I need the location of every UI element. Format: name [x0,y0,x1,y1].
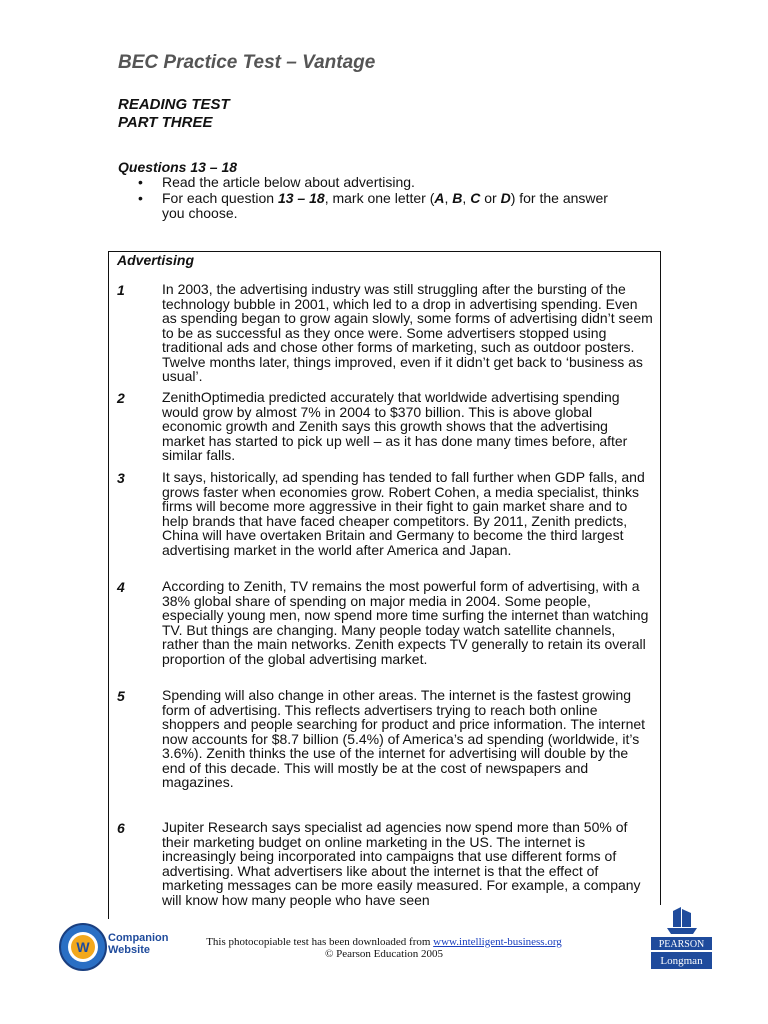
paragraph-text: According to Zenith, TV remains the most powerful form of advertising, with a 38% global share of spending on major media in 2004. Some people, especially young men, now spend more time surfing the internet than watching TV. But things are changing. Many people today watch satellite channels, rather than the main networks. Zenith expects TV generally to retain its overall proportion of the global advertising market. [162,578,649,667]
svg-text:W: W [76,939,90,955]
paragraph-number: 2 [117,390,125,406]
pearson-sub: Longman [660,955,703,967]
paragraph-text: In 2003, the advertising industry was still struggling after the bursting of the technology bubble in 2001, which led to a drop in advertising spending. Even as spending began to grow again slowly, some forms of advertising didn’t seem to be as successful as they once were. Some advertisers stopped using traditional ads and chose other forms of marketing, such as outdoor posters. Twelve months later, things improved, even if it didn’t get back to ‘business as usual’. [162,281,653,384]
questions-heading: Questions 13 – 18 [118,159,238,175]
paragraph-number: 3 [117,470,125,486]
companion-website-label: Companion Website [108,932,169,956]
paragraph-text: ZenithOptimedia predicted accurately that worldwide advertising spending would grow by almost 7% in 2004 to $370 billion. This is above global economic growth and Zenith says this growth shows that the advertising market has started to pick up well – as it has done many times before, after similar falls. [162,389,628,463]
article-title: Advertising [117,252,195,268]
paragraph-number: 5 [117,688,125,704]
paragraph-number: 1 [117,282,125,298]
instruction-item: • For each question 13 – 18, mark one letter (A, B, C or D) for the answer you choose. [134,191,634,221]
paragraph-text: It says, historically, ad spending has tended to fall further when GDP falls, and grows faster when economies grow. Robert Cohen, a media specialist, thinks firms will become more aggressive in their fight to gain market share and to help brands that have faced cheaper competitors. By 2011, Zenith predicts, China will have overtaken Britain and Germany to become the third largest advertising market in the world after America and Japan. [162,469,645,558]
section-title-line2: PART THREE [118,114,213,131]
paragraph-number: 6 [117,820,125,836]
download-link[interactable]: www.intelligent-business.org [433,936,562,948]
section-title-line1: READING TEST [118,96,230,113]
article-box [108,251,661,919]
paragraph-text: Jupiter Research says specialist ad agencies now spend more than 50% of their marketing budget on online marketing in the US. The internet is increasingly being incorporated into campaigns that use different forms of advertising. What advertisers like about the internet is that the effect of marketing messages can be more easily measured. For example, a company will know how many people who have seen [162,819,641,908]
footer-line1: This photocopiable test has been downloaded from www.intelligent-business.org [206,936,562,948]
instruction-item: • Read the article below about advertising. [134,175,634,190]
pearson-name: PEARSON [658,939,705,950]
paragraph-text: Spending will also change in other areas. The internet is the fastest growing form of advertising. This reflects advertisers trying to reach both online shoppers and people searching for product and price information. The internet now accounts for $8.7 billion (5.4%) of America’s ad spending (worldwide, it’s 3.6%). Zenith thinks the use of the internet for advertising will double by the end of this decade. This will mostly be at the cost of newspapers and magazines. [162,687,646,790]
paragraph-number: 4 [117,579,125,595]
footer-copyright: © Pearson Education 2005 [324,948,444,960]
pearson-ship-icon [651,905,712,969]
instructions-list [134,175,634,222]
pearson-longman-logo [651,905,712,969]
document-title: BEC Practice Test – Vantage [118,52,376,73]
